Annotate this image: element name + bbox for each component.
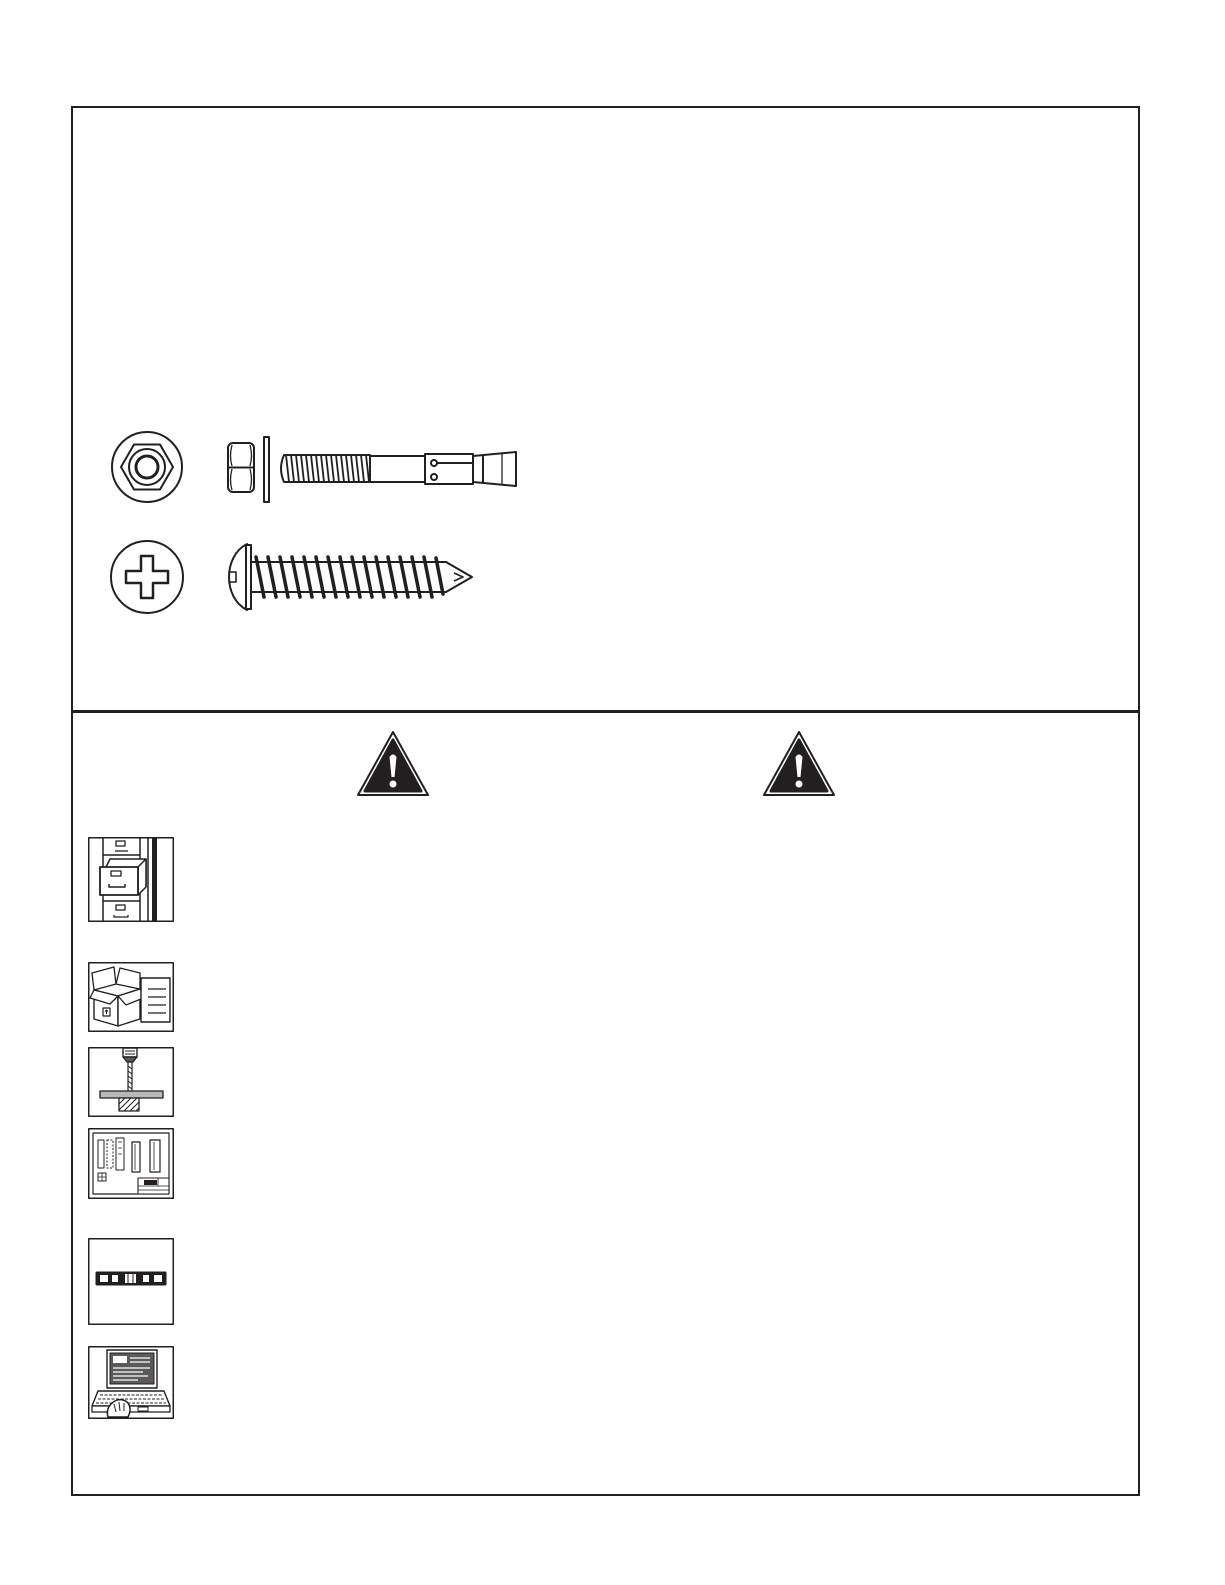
phillips-screw-icon	[220, 538, 482, 618]
warning-triangle-icon	[355, 729, 431, 799]
hex-nut-top-view-icon	[107, 427, 187, 507]
level-icon	[88, 1238, 174, 1325]
wedge-anchor-bolt-icon	[220, 430, 525, 510]
drill-icon	[88, 1047, 174, 1117]
phillips-head-top-view-icon	[107, 537, 187, 617]
section-divider	[71, 710, 1140, 713]
blueprint-icon	[88, 1128, 174, 1199]
page-frame	[71, 106, 1140, 1496]
file-cabinet-icon	[88, 837, 174, 922]
open-box-parts-list-icon	[88, 962, 174, 1032]
warning-triangle-icon	[761, 729, 837, 799]
computer-icon	[88, 1346, 174, 1419]
